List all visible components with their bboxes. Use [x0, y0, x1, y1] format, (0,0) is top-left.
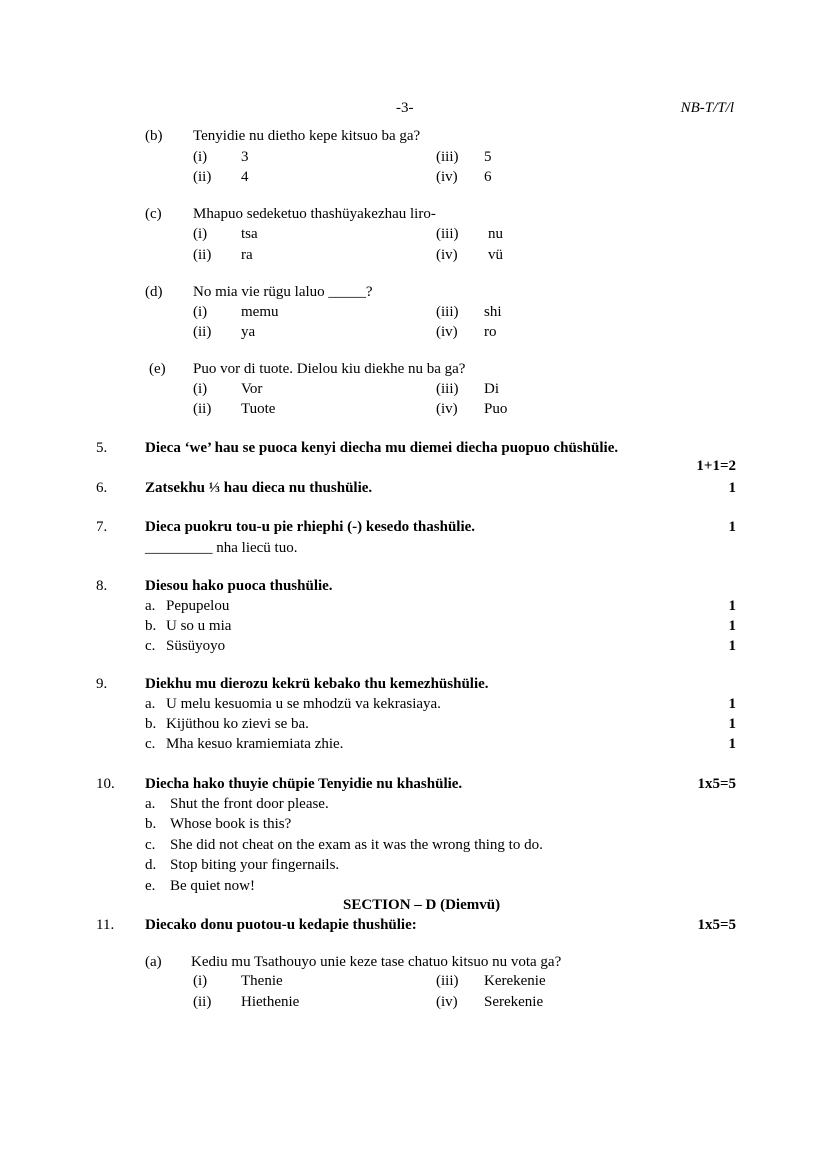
part-label: (e): [149, 361, 166, 377]
question-marks: 1+1=2: [696, 458, 736, 474]
item-marks: 1: [728, 736, 736, 752]
item-marks: 1: [728, 638, 736, 654]
part-label: (c): [145, 206, 162, 222]
option-label: (i): [193, 381, 208, 397]
question-marks: 1: [728, 519, 736, 535]
option-text: memu: [241, 304, 279, 320]
option-label: (iv): [436, 401, 458, 417]
question-number: 7.: [96, 519, 108, 535]
option-label: (ii): [193, 247, 212, 263]
option-label: (iii): [436, 973, 459, 989]
option-label: (iv): [436, 247, 458, 263]
question-number: 8.: [96, 578, 108, 594]
option-text: Thenie: [241, 973, 283, 989]
option-label: (iii): [436, 381, 459, 397]
item-text: Mha kesuo kramiemiata zhie.: [166, 736, 344, 752]
item-marks: 1: [728, 696, 736, 712]
option-text: shi: [484, 304, 502, 320]
option-label: (iv): [436, 994, 458, 1010]
option-text: ya: [241, 324, 256, 340]
part-label: (b): [145, 128, 163, 144]
item-text: Pepupelou: [166, 598, 230, 614]
option-label: (ii): [193, 169, 212, 185]
option-text: nu: [488, 226, 503, 242]
option-text: tsa: [241, 226, 258, 242]
item-label: c.: [145, 837, 156, 853]
option-label: (iii): [436, 304, 459, 320]
item-marks: 1: [728, 598, 736, 614]
item-label: b.: [145, 816, 157, 832]
option-text: Di: [484, 381, 499, 397]
item-text: Süsüyoyo: [166, 638, 226, 654]
part-label: (a): [145, 954, 162, 970]
part-question: Kediu mu Tsathouyo unie keze tase chatuo kitsuo nu vota ga?: [191, 954, 562, 970]
option-text: ra: [241, 247, 253, 263]
option-text: vü: [488, 247, 503, 263]
question-text: Dieca ‘we’ hau se puoca kenyi diecha mu diemei diecha puopuo chüshülie.: [145, 440, 619, 456]
question-number: 5.: [96, 440, 108, 456]
question-text: Diekhu mu dierozu kekrü kebako thu kemezhüshülie.: [145, 676, 489, 692]
item-text: Shut the front door please.: [170, 796, 329, 812]
item-text: U melu kesuomia u se mhodzü va kekrasiaya.: [166, 696, 441, 712]
question-marks: 1x5=5: [697, 776, 736, 792]
option-label: (i): [193, 226, 208, 242]
option-label: (i): [193, 973, 208, 989]
part-question: Mhapuo sedeketuo thashüyakezhau liro-: [193, 206, 436, 222]
item-label: a.: [145, 696, 156, 712]
item-label: d.: [145, 857, 157, 873]
option-text: Serekenie: [484, 994, 544, 1010]
option-label: (i): [193, 304, 208, 320]
question-number: 11.: [96, 917, 115, 933]
question-number: 6.: [96, 480, 108, 496]
item-text: Stop biting your fingernails.: [170, 857, 340, 873]
question-marks: 1x5=5: [697, 917, 736, 933]
question-marks: 1: [728, 480, 736, 496]
part-question: Puo vor di tuote. Dielou kiu diekhe nu ba ga?: [193, 361, 466, 377]
question-text: Zatsekhu ⅓ hau dieca nu thushülie.: [145, 480, 373, 496]
question-text: Diecha hako thuyie chüpie Tenyidie nu khashülie.: [145, 776, 463, 792]
option-text: Hiethenie: [241, 994, 300, 1010]
paper-code: NB-T/T/l: [680, 100, 734, 116]
item-text: Be quiet now!: [170, 878, 255, 894]
option-text: Vor: [241, 381, 263, 397]
fill-in-line: _________ nha liecü tuo.: [145, 540, 298, 556]
part-question: Tenyidie nu dietho kepe kitsuo ba ga?: [193, 128, 421, 144]
section-heading: SECTION – D (Diemvü): [343, 897, 501, 913]
question-number: 10.: [96, 776, 115, 792]
option-text: Puo: [484, 401, 508, 417]
option-text: 4: [241, 169, 249, 185]
option-label: (iii): [436, 226, 459, 242]
option-label: (i): [193, 149, 208, 165]
option-text: Tuote: [241, 401, 276, 417]
option-text: 5: [484, 149, 492, 165]
question-text: Dieca puokru tou-u pie rhiephi (-) kesedo thashülie.: [145, 519, 476, 535]
item-label: e.: [145, 878, 156, 894]
option-text: 6: [484, 169, 492, 185]
option-label: (ii): [193, 401, 212, 417]
part-label: (d): [145, 284, 163, 300]
item-label: b.: [145, 716, 157, 732]
item-text: U so u mia: [166, 618, 232, 634]
question-text: Diecako donu puotou-u kedapie thushülie:: [145, 917, 417, 933]
part-question: No mia vie rügu laluo _____?: [193, 284, 373, 300]
option-label: (iv): [436, 324, 458, 340]
option-label: (ii): [193, 324, 212, 340]
option-label: (ii): [193, 994, 212, 1010]
item-text: She did not cheat on the exam as it was the wrong thing to do.: [170, 837, 543, 853]
option-text: ro: [484, 324, 497, 340]
option-text: 3: [241, 149, 249, 165]
item-label: c.: [145, 736, 156, 752]
item-marks: 1: [728, 618, 736, 634]
item-text: Kijüthou ko zievi se ba.: [166, 716, 309, 732]
option-label: (iv): [436, 169, 458, 185]
page-number: -3-: [396, 100, 414, 116]
question-text: Diesou hako puoca thushülie.: [145, 578, 333, 594]
item-label: a.: [145, 796, 156, 812]
item-label: a.: [145, 598, 156, 614]
option-text: Kerekenie: [484, 973, 546, 989]
item-label: b.: [145, 618, 157, 634]
item-label: c.: [145, 638, 156, 654]
item-text: Whose book is this?: [170, 816, 292, 832]
option-label: (iii): [436, 149, 459, 165]
question-number: 9.: [96, 676, 108, 692]
item-marks: 1: [728, 716, 736, 732]
